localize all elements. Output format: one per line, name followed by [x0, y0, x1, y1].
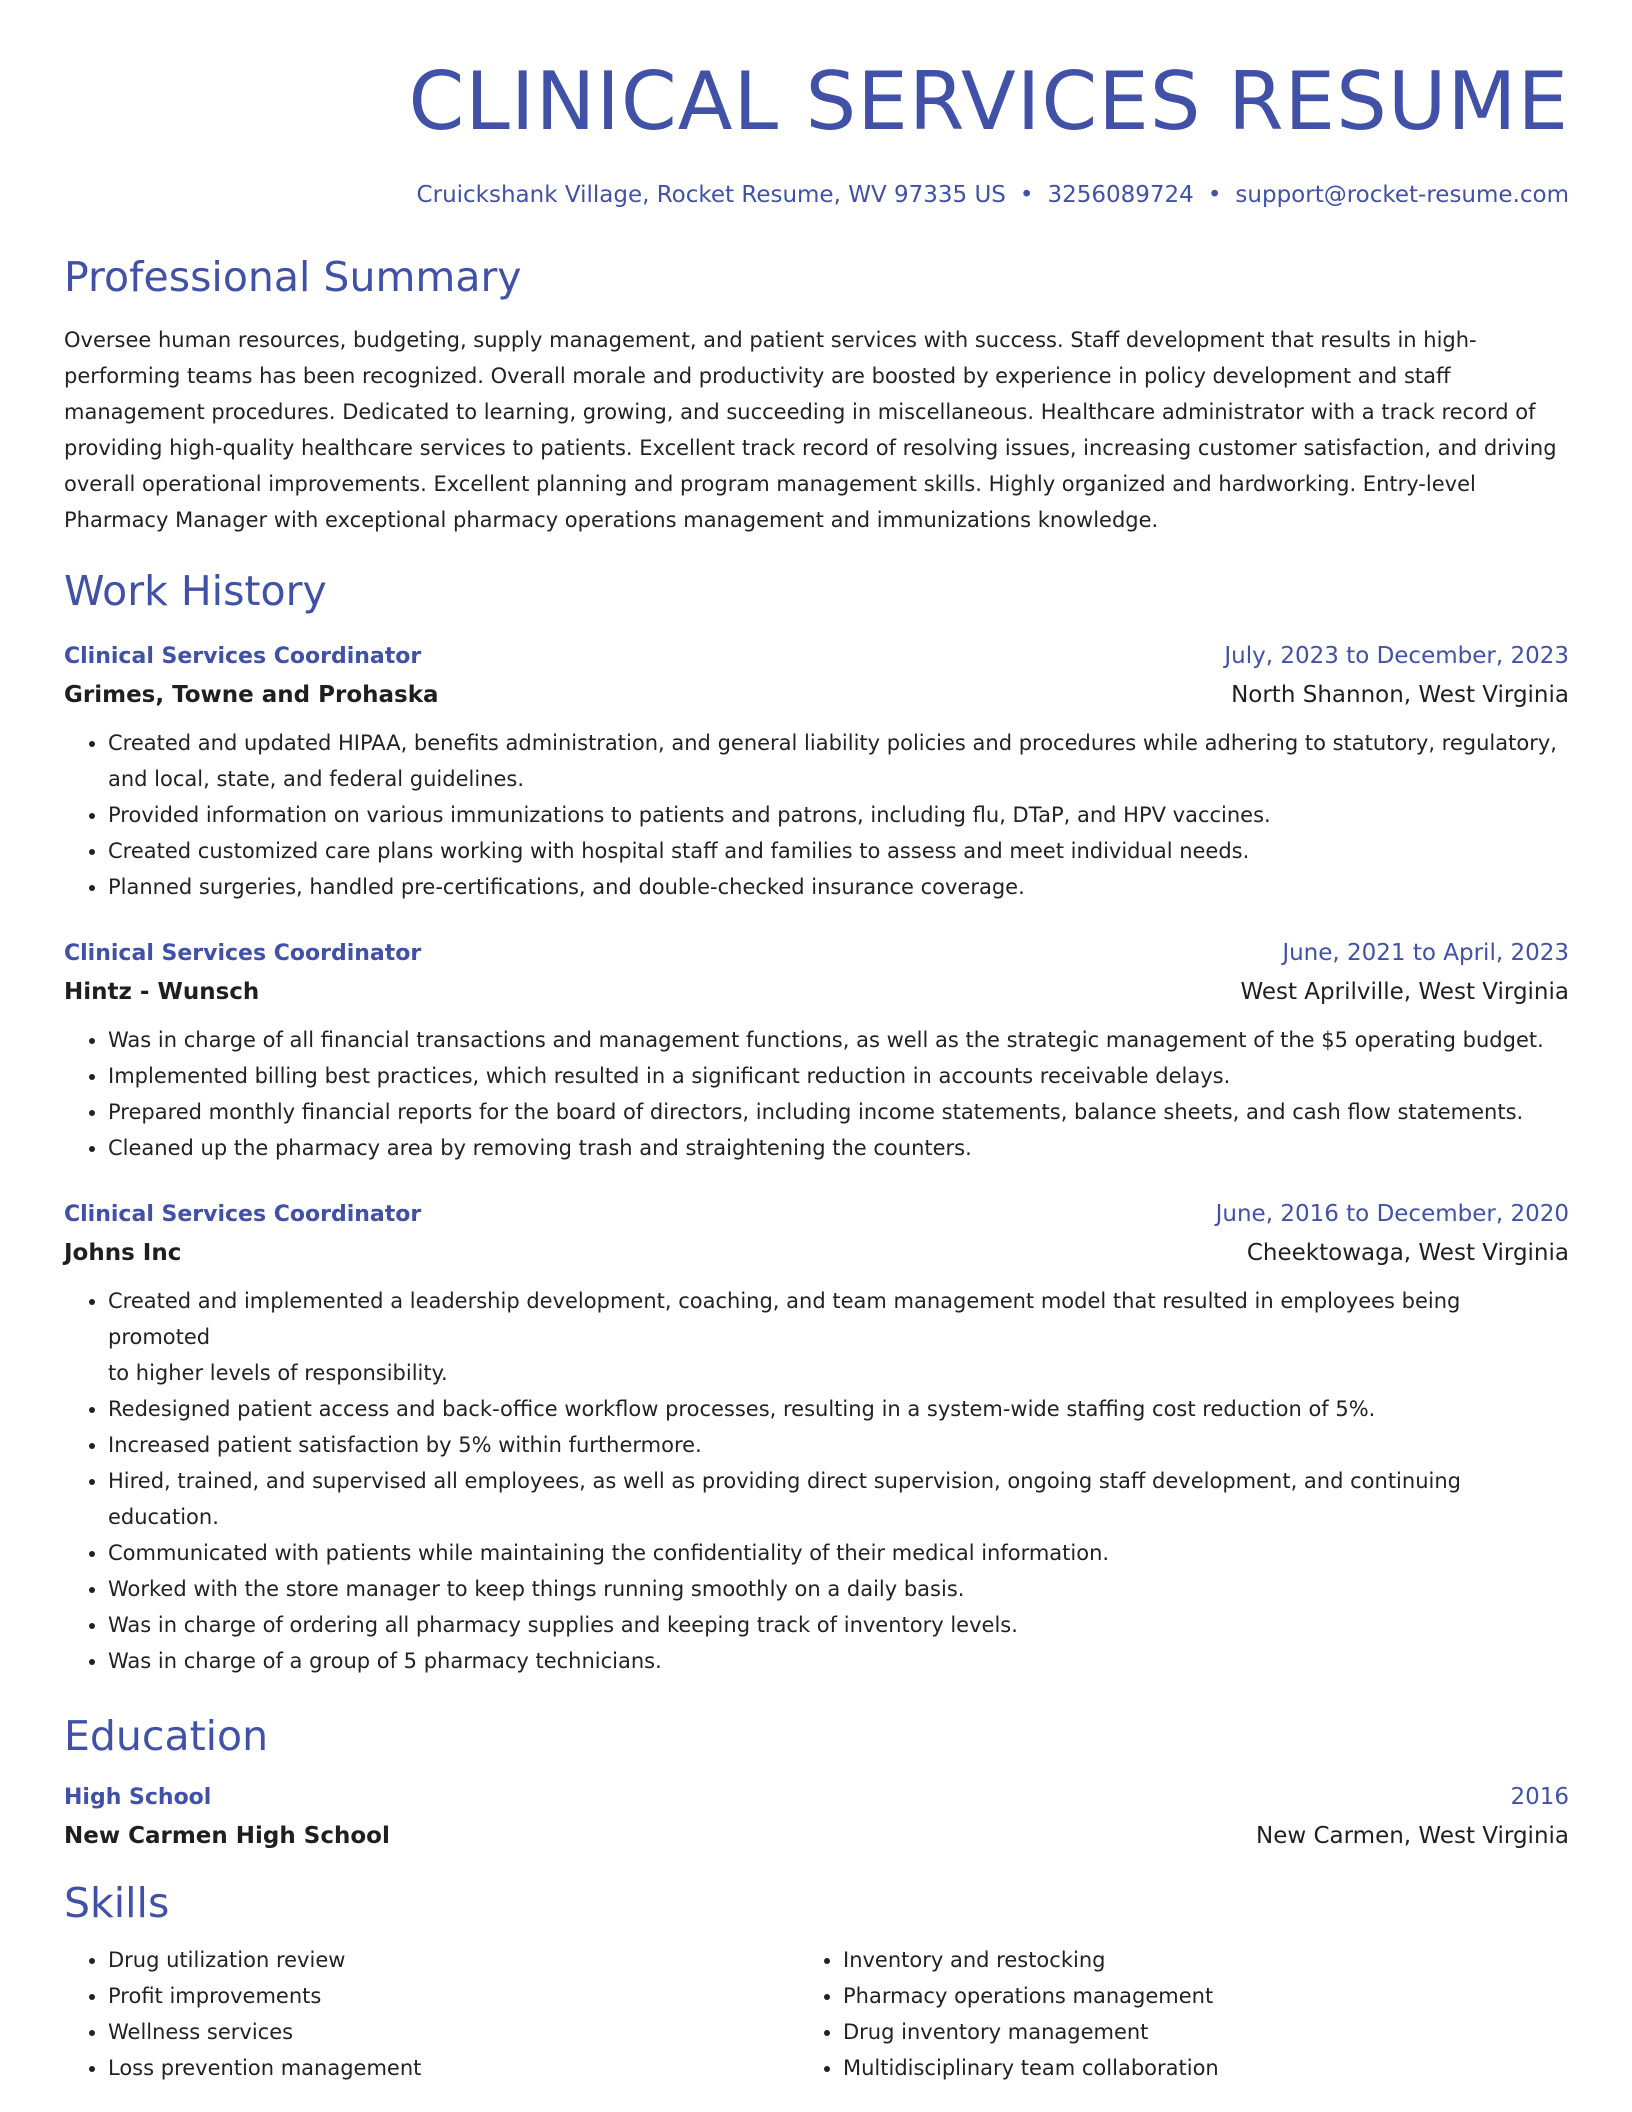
skill-item: • Multidisciplinary team collaboration: [843, 2050, 1219, 2086]
skill-item: • Drug utilization review: [108, 1942, 799, 1978]
skill-item: • Drug inventory management: [843, 2014, 1219, 2050]
skill-item: • Profit improvements: [108, 1978, 799, 2014]
contact-address: Cruickshank Village, Rocket Resume, WV 97335 US: [416, 182, 1006, 208]
contact-separator: •: [1207, 182, 1222, 208]
job-bullets: [64, 1283, 1569, 1679]
skills-column-left: [64, 1942, 799, 2086]
contact-line: [64, 180, 1569, 210]
job-dates: July, 2023 to December, 2023: [1224, 643, 1569, 669]
job-title: Clinical Services Coordinator: [64, 1202, 422, 1227]
job-dates: June, 2016 to December, 2020: [1215, 1201, 1569, 1227]
skill-item: • Wellness services: [108, 2014, 799, 2050]
job-company-row: [64, 1233, 1569, 1273]
job-bullet: • Worked with the store manager to keep things running smoothly on a daily basis.: [108, 1571, 1569, 1607]
job-title-row: [64, 638, 1569, 675]
job-bullet: • Hired, trained, and supervised all employees, as well as providing direct supervision, ongoing staff development, and continuing education.: [108, 1463, 1569, 1535]
education-degree: High School: [64, 1785, 212, 1810]
skill-item: • Inventory and restocking: [843, 1942, 1219, 1978]
job-bullet: • Was in charge of ordering all pharmacy supplies and keeping track of inventory levels.: [108, 1607, 1569, 1643]
job-location: Cheektowaga, West Virginia: [1246, 1240, 1569, 1266]
job-bullets: [64, 725, 1569, 905]
job-location: North Shannon, West Virginia: [1231, 682, 1569, 708]
job-bullet: • Was in charge of a group of 5 pharmacy technicians.: [108, 1643, 1569, 1679]
job-title-row: [64, 935, 1569, 972]
job-company: Johns Inc: [64, 1240, 182, 1266]
job-company-row: [64, 675, 1569, 715]
job-company: Hintz - Wunsch: [64, 979, 260, 1005]
job-bullet: • Prepared monthly financial reports for the board of directors, including income statements, balance sheets, and cash flow statements.: [108, 1094, 1569, 1130]
skills-list: [64, 1942, 1569, 2086]
job-dates: June, 2021 to April, 2023: [1282, 940, 1569, 966]
job-bullet: • Created customized care plans working with hospital staff and families to assess and meet individual needs.: [108, 833, 1569, 869]
job-bullet: • Created and implemented a leadership development, coaching, and team management model that resulted in employees being promoted to higher levels of responsibility.: [108, 1283, 1569, 1391]
education-school-row: [64, 1816, 1569, 1856]
job-title: Clinical Services Coordinator: [64, 941, 422, 966]
contact-separator: •: [1019, 182, 1034, 208]
education-degree-row: [64, 1779, 1569, 1816]
resume-header: [64, 0, 1569, 210]
job-bullet: • Redesigned patient access and back-office workflow processes, resulting in a system-wide staffing cost reduction of 5%.: [108, 1391, 1569, 1427]
skill-item: • Pharmacy operations management: [843, 1978, 1219, 2014]
education-year: 2016: [1510, 1784, 1569, 1810]
education-school: New Carmen High School: [64, 1823, 390, 1849]
job-bullet: • Planned surgeries, handled pre-certifications, and double-checked insurance coverage.: [108, 869, 1569, 905]
job-bullets: [64, 1022, 1569, 1166]
education-location: New Carmen, West Virginia: [1255, 1823, 1569, 1849]
summary-text: Oversee human resources, budgeting, supply management, and patient services with success. Staff development that results in high- performing teams has been recognized. Overall morale and productivity are boosted by experience in policy development and staff management procedures. Dedicated to learning, growing, and succeeding in miscellaneous. Healthcare administrator with a track record of providing high-quality healthcare services to patients. Excellent track record of resolving issues, increasing customer satisfaction, and driving overall operational improvements. Excellent planning and program management skills. Highly organized and hardworking. Entry-level Pharmacy Manager with exceptional pharmacy operations management and immunizations knowledge.: [64, 328, 1557, 532]
job-bullet: • Cleaned up the pharmacy area by removing trash and straightening the counters.: [108, 1130, 1569, 1166]
job-bullet: • Was in charge of all financial transactions and management functions, as well as the strategic management of the $5 operating budget.: [108, 1022, 1569, 1058]
resume-name: CLINICAL SERVICES RESUME: [408, 55, 1569, 148]
work-history-heading: Work History: [64, 567, 327, 615]
job-entry-2: [64, 935, 1569, 1166]
contact-phone: 3256089724: [1047, 182, 1194, 208]
job-bullet: • Communicated with patients while maintaining the confidentiality of their medical information.: [108, 1535, 1569, 1571]
contact-email: support@rocket-resume.com: [1235, 182, 1569, 208]
job-title: Clinical Services Coordinator: [64, 644, 422, 669]
job-entry-3: [64, 1196, 1569, 1679]
job-bullet: • Implemented billing best practices, which resulted in a significant reduction in accounts receivable delays.: [108, 1058, 1569, 1094]
skills-column-right: [799, 1942, 1219, 2086]
summary-heading: Professional Summary: [64, 253, 522, 301]
job-company-row: [64, 972, 1569, 1012]
job-company: Grimes, Towne and Prohaska: [64, 682, 439, 708]
education-heading: Education: [64, 1712, 269, 1760]
job-location: West Aprilville, West Virginia: [1240, 979, 1569, 1005]
job-bullet: • Created and updated HIPAA, benefits administration, and general liability policies and procedures while adhering to statutory, regulatory, and local, state, and federal guidelines.: [108, 725, 1569, 797]
job-bullet: • Increased patient satisfaction by 5% within furthermore.: [108, 1427, 1569, 1463]
skill-item: • Loss prevention management: [108, 2050, 799, 2086]
job-bullet: • Provided information on various immunizations to patients and patrons, including flu, DTaP, and HPV vaccines.: [108, 797, 1569, 833]
skills-heading: Skills: [64, 1879, 170, 1927]
education-entry: [64, 1779, 1569, 1856]
job-entry-1: [64, 638, 1569, 905]
job-title-row: [64, 1196, 1569, 1233]
